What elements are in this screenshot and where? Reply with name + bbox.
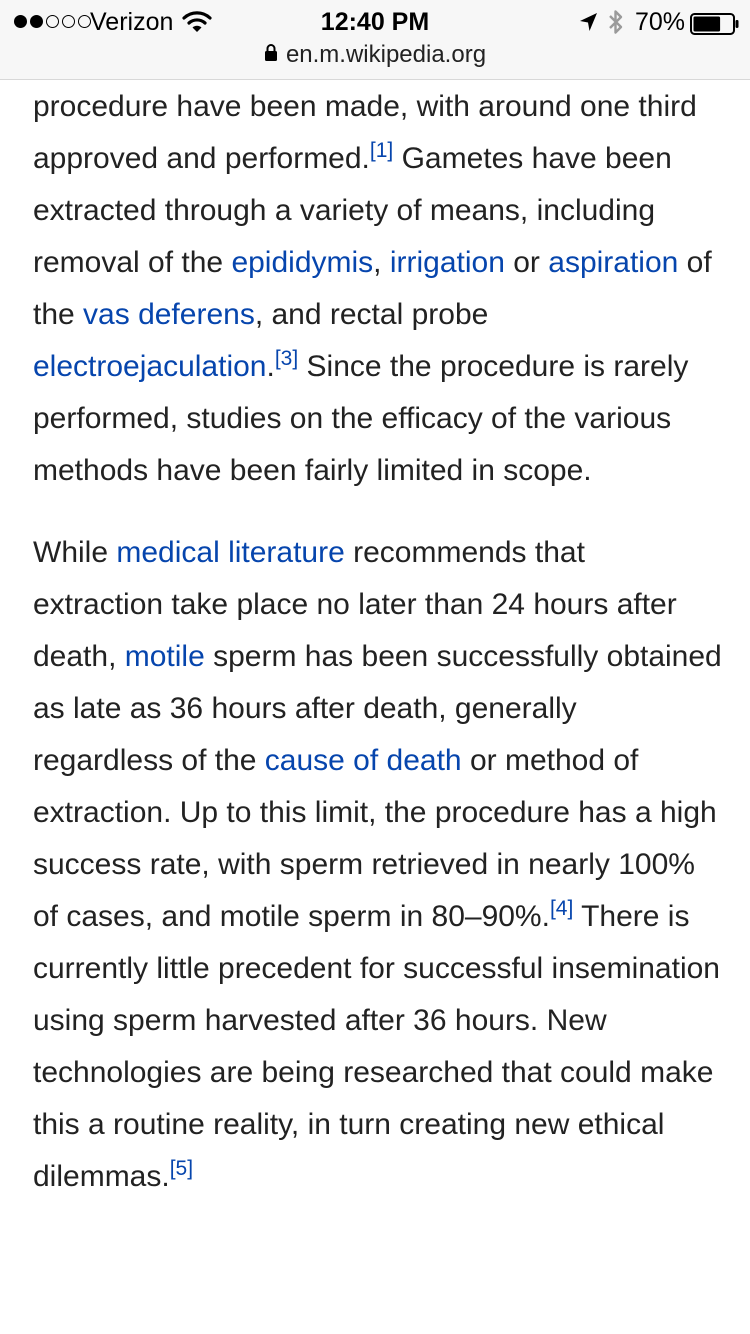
carrier-name: Verizon: [90, 8, 174, 36]
cause-of-death-link[interactable]: cause of death: [264, 744, 462, 777]
address-bar[interactable]: [0, 40, 750, 70]
clock-time: 12:40 PM: [320, 8, 430, 36]
citation-3-link[interactable]: [3]: [274, 347, 299, 370]
paragraph-procedure-overview: [33, 81, 723, 497]
battery-percent: 70%: [635, 8, 686, 36]
epididymis-link[interactable]: epididymis: [231, 246, 374, 279]
location-arrow-icon: [579, 12, 599, 37]
url-text: en.m.wikipedia.org: [285, 41, 487, 68]
citation-4-link[interactable]: [4]: [549, 897, 574, 920]
text-segment: .: [266, 350, 275, 383]
citation-1-link[interactable]: [1]: [369, 139, 394, 162]
bluetooth-icon: [607, 8, 625, 41]
medical-literature-link[interactable]: medical literature: [116, 536, 345, 569]
text-segment: sperm has been successfully obtained as late as 36 hours after death, generally regardless of the: [33, 640, 722, 777]
text-segment: or method of extraction. Up to this limit, the procedure has a high success rate, with sperm retrieved in nearly 100% of cases, and motile sperm in 80–90%.: [33, 744, 717, 933]
paragraph-extraction-timing: [33, 527, 723, 1203]
text-segment: There is currently little precedent for successful insemination using sperm harvested after 36 hours. New technologies are being researched that could make this a routine reality, in turn creating new ethical dilemmas.: [33, 900, 720, 1193]
motile-link[interactable]: motile: [124, 640, 205, 673]
text-segment: While: [33, 536, 117, 569]
text-segment: or: [504, 246, 549, 279]
text-segment: Since the procedure is rarely performed, studies on the efficacy of the various methods have been fairly limited in scope.: [33, 350, 689, 487]
citation-5-link[interactable]: [5]: [169, 1157, 194, 1180]
text-segment: Gametes have been extracted through a variety of means, including removal of the: [33, 142, 672, 279]
electroejaculation-link[interactable]: electroejaculation: [33, 350, 267, 383]
status-bar: [0, 0, 750, 80]
text-segment: of the: [33, 246, 712, 331]
article-body: [33, 80, 723, 1233]
text-segment: ,: [373, 246, 390, 279]
text-segment: recommends that extraction take place no later than 24 hours after death,: [33, 536, 677, 673]
battery-icon: [690, 13, 740, 40]
text-segment: , and rectal probe: [254, 298, 489, 331]
irrigation-link[interactable]: irrigation: [389, 246, 505, 279]
lock-icon: [264, 43, 278, 67]
status-row: [0, 6, 750, 38]
aspiration-link[interactable]: aspiration: [548, 246, 679, 279]
vas-deferens-link[interactable]: vas deferens: [83, 298, 255, 331]
text-segment: procedure have been made, with around one third approved and performed.: [33, 90, 697, 175]
